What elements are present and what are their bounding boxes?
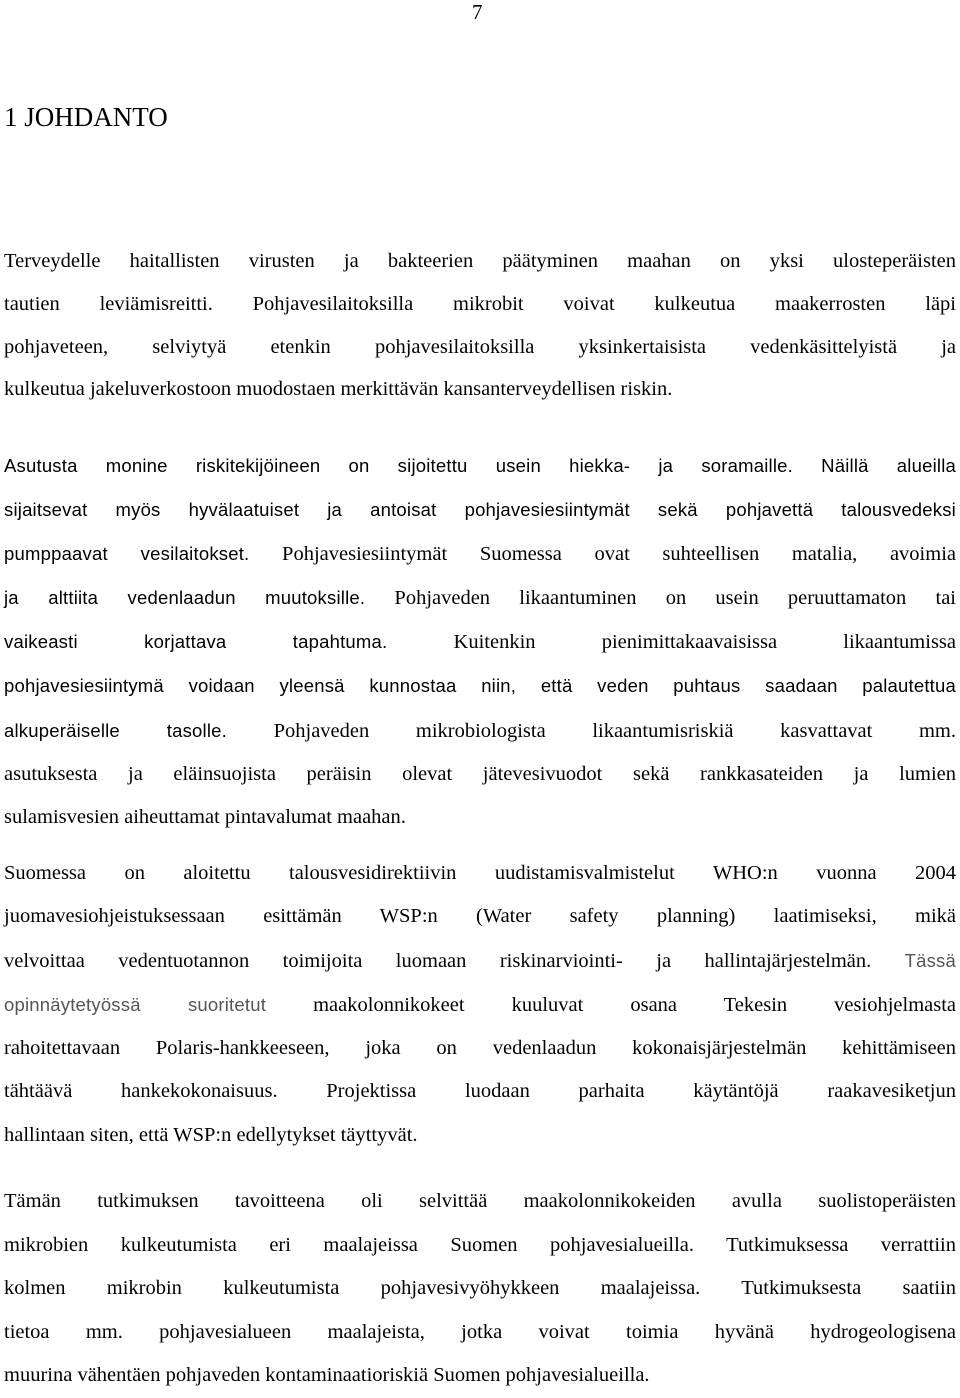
paragraph-line: Terveydelle haitallisten virusten ja bakteerien päätyminen maahan on yksi ulosteperäisten	[4, 250, 956, 272]
paragraph-line: kulkeutua jakeluverkostoon muodostaen merkittävän kansanterveydellisen riskin.	[4, 378, 673, 401]
line-segment: Pohjaveden mikrobiologista likaantumisriskiä kasvattavat mm.	[226, 719, 956, 742]
line-segment: Pohjavesiesiintymät Suomessa ovat suhteellisen matalia, avoimia	[249, 543, 956, 566]
line-segment: alkuperäiselle tasolle.	[4, 719, 227, 741]
paragraph-line: rahoitettavaan Polaris-hankkeeseen, joka on vedenlaadun kokonaisjärjestelmän kehittämiseen	[4, 1037, 956, 1060]
paragraph-line: juomavesiohjeistuksessaan esittämän WSP:n (Water safety planning) laatimiseksi, mikä	[4, 905, 956, 928]
paragraph-line	[4, 620, 956, 664]
paragraph-line: tietoa mm. pohjavesialueen maalajeista, jotka voivat toimia hyvänä hydrogeologisena	[4, 1320, 956, 1343]
line-segment: Asutusta monine riskitekijöineen on sijoitettu usein hiekka- ja soramaille.	[4, 455, 793, 476]
paragraph-line	[4, 664, 956, 708]
line-segment: Kuitenkin pienimittakaavaisissa likaantumissa	[387, 631, 956, 654]
paragraph-3	[4, 852, 956, 1157]
paragraph-line: Tämän tutkimuksen tavoitteena oli selvittää maakolonnikokeiden avulla suolistoperäisten	[4, 1190, 956, 1212]
line-segment: Näillä alueilla	[792, 455, 956, 476]
line-segment: opinnäytetyössä suoritetut	[4, 993, 267, 1015]
line-segment: sijaitsevat myös hyvälaatuiset ja antoisat pohjavesiesiintymät sekä pohjavettä talousvedeksi	[4, 499, 956, 521]
line-segment: velvoittaa vedentuotannon toimijoita luomaan riskinarviointi- ja hallintajärjestelmän.	[4, 949, 872, 972]
paragraph-line: sulamisvesien aiheuttamat pintavalumat maahan.	[4, 805, 406, 828]
paragraph-line: Suomessa on aloitettu talousvesidirektiivin uudistamisvalmistelut WHO:n vuonna 2004	[4, 862, 956, 884]
line-segment: pohjavesiesiintymä voidaan yleensä kunnostaa niin, että veden puhtaus saadaan palautettua	[4, 675, 956, 697]
paragraph-line: tähtäävä hankekokonaisuus. Projektissa luodaan parhaita käytäntöjä raakavesiketjun	[4, 1080, 956, 1103]
line-segment: ja alttiita vedenlaadun muutoksille.	[4, 587, 366, 609]
paragraph-4	[4, 1180, 956, 1398]
page-number: 7	[472, 0, 483, 24]
paragraph-line	[4, 983, 956, 1027]
paragraph-line: muurina vähentäen pohjaveden kontaminaatioriskiä Suomen pohjavesialueilla.	[4, 1364, 650, 1387]
paragraph-line: pohjaveteen, selviytyä etenkin pohjavesilaitoksilla yksinkertaisista vedenkäsittelyistä ja	[4, 335, 956, 358]
paragraph-line	[4, 444, 956, 488]
paragraph-line: kolmen mikrobin kulkeutumista pohjavesivyöhykkeen maalajeissa. Tutkimuksesta saatiin	[4, 1277, 956, 1300]
paragraph-line	[4, 939, 956, 983]
line-segment: maakolonnikokeet kuuluvat osana Tekesin vesiohjelmasta	[266, 993, 957, 1016]
line-segment: Tässä	[871, 949, 956, 971]
paragraph-line: hallintaan siten, että WSP:n edellytykset täyttyvät.	[4, 1123, 418, 1146]
paragraph-line: mikrobien kulkeutumista eri maalajeissa Suomen pohjavesialueilla. Tutkimuksessa verrattiin	[4, 1233, 956, 1256]
line-segment: vaikeasti korjattava tapahtuma.	[4, 631, 388, 653]
line-segment: pumppaavat vesilaitokset.	[4, 543, 250, 565]
paragraph-line	[4, 488, 956, 532]
paragraph-2	[4, 444, 956, 839]
chapter-heading: 1 JOHDANTO	[4, 102, 168, 132]
paragraph-line	[4, 576, 956, 620]
paragraph-line: tautien leviämisreitti. Pohjavesilaitoksilla mikrobit voivat kulkeutua maakerrosten läpi	[4, 292, 956, 315]
paragraph-line	[4, 709, 956, 753]
paragraph-line	[4, 532, 956, 576]
line-segment: Pohjaveden likaantuminen on usein peruuttamaton tai	[365, 587, 957, 610]
paragraph-line: asutuksesta ja eläinsuojista peräisin olevat jätevesivuodot sekä rankkasateiden ja lumien	[4, 762, 956, 785]
paragraph-1	[4, 240, 956, 411]
